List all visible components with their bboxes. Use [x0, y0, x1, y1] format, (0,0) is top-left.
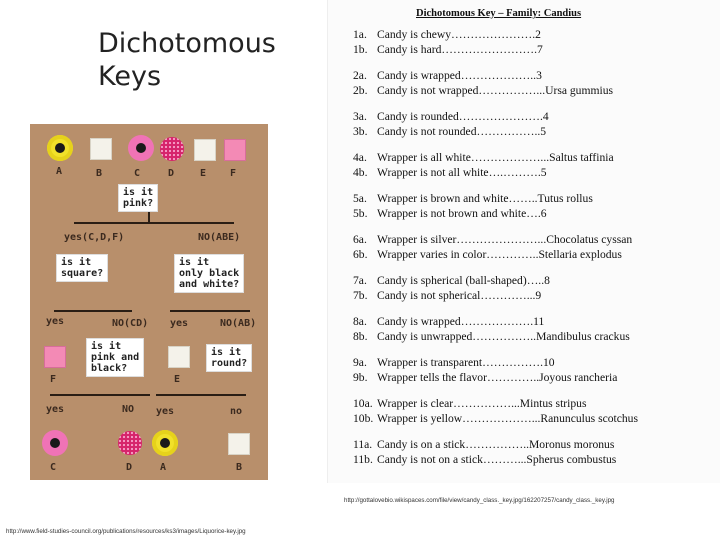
- key-line-number: 3b.: [353, 125, 368, 138]
- key-line-text: Wrapper varies in color…………..Stellaria explodus: [377, 248, 622, 261]
- key-line-text: Candy is rounded………………….4: [377, 110, 549, 123]
- question-black-white: is it only black and white?: [174, 254, 244, 293]
- candy-e: [194, 139, 216, 161]
- branch-line-5: [156, 394, 246, 396]
- bottom-letter-c: C: [50, 462, 57, 473]
- key-line: [353, 42, 713, 57]
- slide-title: [98, 27, 318, 93]
- no-cd-label: NO(CD): [112, 318, 149, 329]
- key-line-number: 5a.: [353, 192, 367, 205]
- key-line-number: 10a.: [353, 397, 373, 410]
- key-line: [353, 109, 713, 124]
- key-line-number: 1a.: [353, 28, 367, 41]
- key-group: [353, 150, 713, 180]
- branch-line-1: [74, 222, 234, 224]
- candy-e-placed: [168, 346, 190, 368]
- key-groups: [353, 27, 713, 467]
- letter-b: B: [96, 168, 103, 179]
- key-line-text: Candy is on a stick……………..Moronus moronus: [377, 438, 615, 451]
- question-square: is it square?: [56, 254, 108, 282]
- key-line-number: 4b.: [353, 166, 368, 179]
- key-group: [353, 68, 713, 98]
- yes-label-1: yes: [46, 316, 65, 327]
- label-e: E: [174, 374, 181, 385]
- key-line-text: Candy is hard…………………….7: [377, 43, 543, 56]
- key-line-text: Wrapper is yellow………………...Ranunculus scotchus: [377, 412, 638, 425]
- branch-line-2: [54, 310, 132, 312]
- no-abe-label: NO(ABE): [198, 232, 241, 243]
- key-line-text: Wrapper is transparent…………….10: [377, 356, 555, 369]
- key-line-text: Wrapper is all white………………...Saltus taffinia: [377, 151, 614, 164]
- slide-title-line-1: Dichotomous: [98, 28, 276, 59]
- key-line-text: Candy is wrapped………………..3: [377, 69, 542, 82]
- key-line-text: Candy is unwrapped……………..Mandibulus crackus: [377, 330, 630, 343]
- label-f: F: [50, 374, 57, 385]
- candy-a: [47, 135, 73, 161]
- key-line: [353, 150, 713, 165]
- yes-cdf-label: yes(C,D,F): [64, 232, 125, 243]
- key-line-number: 1b.: [353, 43, 368, 56]
- key-group: [353, 396, 713, 426]
- key-line-text: Candy is chewy………………….2: [377, 28, 541, 41]
- candy-c-placed: [42, 430, 68, 456]
- key-line: [353, 83, 713, 98]
- letter-c: C: [134, 168, 141, 179]
- no-ab-label: NO(AB): [220, 318, 257, 329]
- key-line-text: Candy is not on a stick………...Spherus combustus: [377, 453, 617, 466]
- stem-line-1: [148, 212, 150, 224]
- candy-f-placed: [44, 346, 66, 368]
- letter-e: E: [200, 168, 207, 179]
- key-line: [353, 314, 713, 329]
- branch-line-4: [50, 394, 150, 396]
- key-line: [353, 247, 713, 262]
- key-line: [353, 437, 713, 452]
- bottom-letter-b: B: [236, 462, 243, 473]
- key-line: [353, 329, 713, 344]
- key-line: [353, 288, 713, 303]
- key-line: [353, 370, 713, 385]
- question-pink-black: is it pink and black?: [86, 338, 144, 377]
- yes-label-2: yes: [170, 318, 189, 329]
- key-group: [353, 437, 713, 467]
- key-line-number: 8a.: [353, 315, 367, 328]
- key-line-number: 2a.: [353, 69, 367, 82]
- key-line: [353, 68, 713, 83]
- key-line: [353, 206, 713, 221]
- candy-d-placed: [118, 431, 142, 455]
- key-line-number: 6b.: [353, 248, 368, 261]
- candy-a-placed: [152, 430, 178, 456]
- key-line-text: Wrapper is not brown and white….6: [377, 207, 547, 220]
- candy-f: [224, 139, 246, 161]
- key-line-text: Wrapper is clear……………...Mintus stripus: [377, 397, 587, 410]
- key-group: [353, 273, 713, 303]
- key-line-number: 10b.: [353, 412, 374, 425]
- key-title: Dichotomous Key – Family: Candius: [416, 8, 582, 19]
- question-pink: is it pink?: [118, 184, 158, 212]
- slide-title-line-2: Keys: [98, 61, 162, 92]
- candy-d: [160, 137, 184, 161]
- key-group: [353, 109, 713, 139]
- key-line: [353, 27, 713, 42]
- letter-f: F: [230, 168, 237, 179]
- key-line-number: 8b.: [353, 330, 368, 343]
- key-group: [353, 27, 713, 57]
- question-round: is it round?: [206, 344, 252, 372]
- key-line-text: Candy is spherical (ball-shaped)…..8: [377, 274, 550, 287]
- key-line-text: Candy is not wrapped……………...Ursa gummius: [377, 84, 614, 97]
- branch-line-3: [170, 310, 250, 312]
- key-line-number: 9b.: [353, 371, 368, 384]
- key-line: [353, 165, 713, 180]
- letter-d: D: [168, 168, 175, 179]
- liquorice-key-photo: [30, 124, 268, 480]
- key-line-text: Candy is not rounded……………..5: [377, 125, 547, 138]
- key-line-text: Wrapper is brown and white……..Tutus rollus: [377, 192, 593, 205]
- right-image-caption: http://gottalovebio.wikispaces.com/file/view/candy_class._key.jpg/162207257/candy_class._key.jpg: [344, 497, 615, 504]
- key-line-number: 7b.: [353, 289, 368, 302]
- key-line-text: Candy is wrapped……………….11: [377, 315, 545, 328]
- key-line-text: Wrapper is not all white….……….5: [377, 166, 547, 179]
- key-line-text: Wrapper is silver…………………...Chocolatus cyssan: [377, 233, 633, 246]
- bottom-letter-d: D: [126, 462, 133, 473]
- key-line-number: 2b.: [353, 84, 368, 97]
- key-line: [353, 273, 713, 288]
- key-line: [353, 452, 713, 467]
- key-line: [353, 355, 713, 370]
- key-line-number: 11a.: [353, 438, 373, 451]
- key-line-number: 3a.: [353, 110, 367, 123]
- key-line-number: 7a.: [353, 274, 367, 287]
- candy-dichotomous-key: [327, 0, 720, 483]
- yes-label-4: yes: [156, 406, 175, 417]
- key-line-number: 4a.: [353, 151, 367, 164]
- letter-a: A: [56, 166, 63, 177]
- no-label-4: no: [230, 406, 243, 417]
- key-line: [353, 396, 713, 411]
- yes-label-3: yes: [46, 404, 65, 415]
- key-group: [353, 355, 713, 385]
- key-line: [353, 411, 713, 426]
- key-group: [353, 191, 713, 221]
- key-line-number: 9a.: [353, 356, 367, 369]
- key-line-text: Wrapper tells the flavor…………..Joyous rancheria: [377, 371, 618, 384]
- candy-b-placed: [228, 433, 250, 455]
- bottom-letter-a: A: [160, 462, 167, 473]
- key-line: [353, 124, 713, 139]
- key-line-number: 5b.: [353, 207, 368, 220]
- candy-c: [128, 135, 154, 161]
- key-line: [353, 191, 713, 206]
- key-line: [353, 232, 713, 247]
- key-line-number: 6a.: [353, 233, 367, 246]
- key-group: [353, 314, 713, 344]
- key-line-text: Candy is not spherical…………...9: [377, 289, 542, 302]
- left-image-caption: http://www.field-studies-council.org/publications/resources/ks3/images/Liquorice-key.jpg: [6, 528, 246, 535]
- key-line-number: 11b.: [353, 453, 373, 466]
- no-label-3: NO: [122, 404, 135, 415]
- candy-b: [90, 138, 112, 160]
- key-group: [353, 232, 713, 262]
